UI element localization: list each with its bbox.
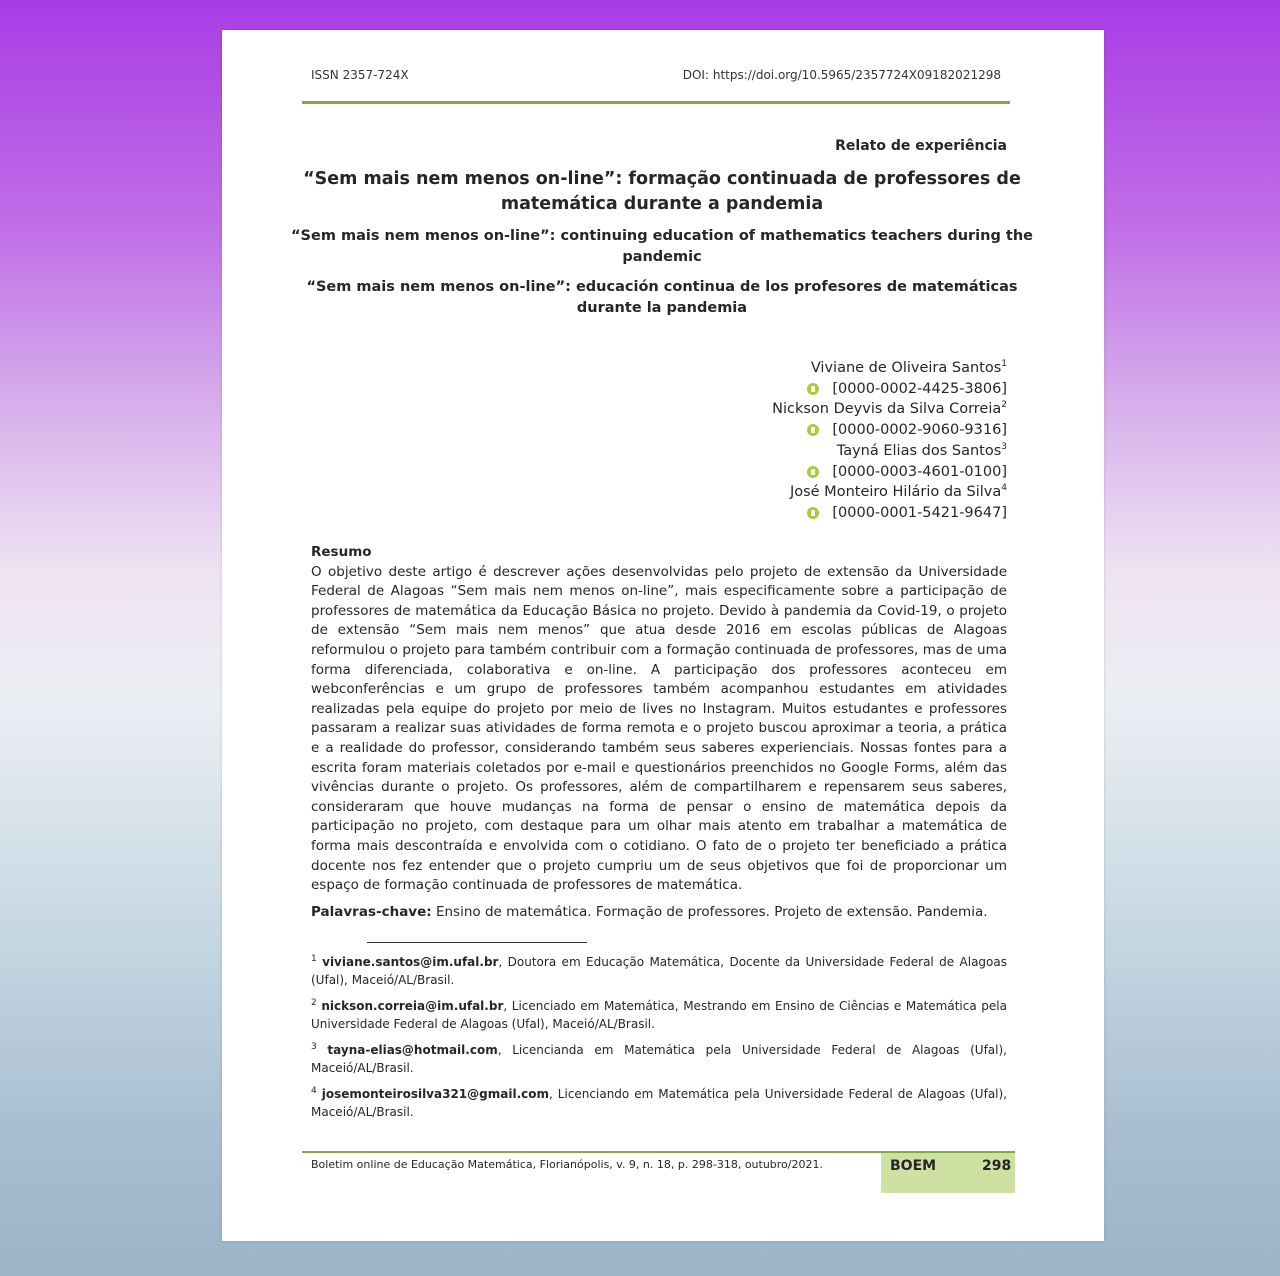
- footer-journal: BOEM: [890, 1158, 937, 1174]
- abstract: [311, 543, 1007, 896]
- author-name: Nickson Deyvis da Silva Correia$^2$: [772, 400, 1007, 418]
- author-list: [772, 358, 1007, 524]
- title-spanish: [282, 277, 1042, 319]
- footnote-separator: [367, 942, 587, 943]
- orcid-icon: [807, 424, 819, 436]
- author-orcid[interactable]: [0000-0002-9060-9316]: [772, 420, 1007, 441]
- issn: ISSN 2357-724X: [311, 68, 409, 82]
- author-orcid[interactable]: [0000-0003-4601-0100]: [772, 462, 1007, 483]
- author-orcid[interactable]: [0000-0002-4425-3806]: [772, 379, 1007, 400]
- title-es-line2: durante la pandemia: [576, 300, 748, 316]
- title-portuguese: [282, 167, 1042, 217]
- footnote: $^1$ viviane.santos@im.ufal.br, Doutora em Educação Matemática, Docente da Universidade Federal de Alagoas (Ufal), Maceió/AL/Brasil.: [311, 954, 1007, 987]
- page-number: 298: [982, 1158, 1012, 1174]
- keywords-label: Palavras-chave:: [311, 904, 432, 920]
- orcid-icon: [807, 466, 819, 478]
- footnote: $^2$ nickson.correia@im.ufal.br, Licenciado em Matemática, Mestrando em Ensino de Ciências e Matemática pela Universidade Federal de Alagoas (Ufal), Maceió/AL/Brasil.: [311, 998, 1007, 1031]
- footnote-email[interactable]: tayna-elias@hotmail.com: [327, 1043, 498, 1057]
- title-english: [282, 226, 1042, 268]
- orcid-icon: [807, 507, 819, 519]
- title-pt-line1: “Sem mais nem menos on-line”: formação continuada de professores de: [303, 169, 1021, 189]
- title-es-line1: “Sem mais nem menos on-line”: educación continua de los profesores de matemáticas: [306, 279, 1018, 295]
- footnote-email[interactable]: josemonteirosilva321@gmail.com: [321, 1087, 549, 1101]
- footnote-email[interactable]: viviane.santos@im.ufal.br: [322, 955, 499, 969]
- doi: DOI: https://doi.org/10.5965/2357724X09182021298: [682, 68, 1001, 82]
- title-en-line2: pandemic: [622, 249, 702, 265]
- author-name: Tayná Elias dos Santos$^3$: [836, 441, 1007, 459]
- section-label: Relato de experiência: [835, 138, 1007, 154]
- title-pt-line2: matemática durante a pandemia: [500, 194, 824, 214]
- keywords-text: Ensino de matemática. Formação de professores. Projeto de extensão. Pandemia.: [431, 904, 988, 920]
- footnote: $^4$ josemonteirosilva321@gmail.com, Licenciando em Matemática pela Universidade Federal de Alagoas (Ufal), Maceió/AL/Brasil.: [311, 1086, 1008, 1119]
- footer-citation: Boletim online de Educação Matemática, Florianópolis, v. 9, n. 18, p. 298-318, outubro/2021.: [311, 1158, 823, 1171]
- footnote-email[interactable]: nickson.correia@im.ufal.br: [321, 999, 504, 1013]
- header-rule: [302, 101, 1010, 104]
- abstract-heading: Resumo: [311, 544, 372, 560]
- orcid-icon: [807, 383, 819, 395]
- footnote: $^3$ tayna-elias@hotmail.com, Licencianda em Matemática pela Universidade Federal de Alagoas (Ufal), Maceió/AL/Brasil.: [311, 1042, 1007, 1075]
- document-page: [222, 30, 1104, 1241]
- title-en-line1: “Sem mais nem menos on-line”: continuing education of mathematics teachers during the: [291, 228, 1033, 244]
- abstract-text: O objetivo deste artigo é descrever ações desenvolvidas pelo projeto de extensão da Universidade Federal de Alagoas “Sem mais nem menos on-line”, mais especificamente sobre a participação de professores de matemática da Educação Básica no projeto. Devido à pandemia da Covid-19, o projeto de extensão “Sem mais nem menos” que atua desde 2016 em escolas públicas de Alagoas reformulou o projeto para também contribuir com a formação continuada de professores, mas de uma forma diferenciada, colaborativa e on-line. A participação dos professores aconteceu em webconferências e um grupo de professores também acompanhou estudantes em atividades realizadas pela equipe do projeto por meio de lives no Instagram. Muitos estudantes e professores passaram a realizar suas atividades de forma remota e o projeto buscou aproximar a teoria, a prática e a realidade do professor, considerando também seus saberes experienciais. Nossas fontes para a escrita foram materiais coletados por e-mail e questionários preenchidos no Google Forms, além das vivências durante o projeto. Os professores, além de compartilharem e repensarem seus saberes, consideraram que houve mudanças na forma de pensar o ensino de matemática depois da participação no projeto, com destaque para um olhar mais atento em trabalhar a matemática de forma mais descontraída e envolvida com o cotidiano. O fato de o projeto ter beneficiado a prática docente nos fez entender que o projeto cumpriu um de seus objetivos que foi de proporcionar um espaço de formação continuada de professores de matemática.: [311, 563, 1007, 894]
- author-name: José Monteiro Hilário da Silva$^4$: [789, 483, 1007, 501]
- keywords: [311, 904, 1007, 920]
- author-orcid[interactable]: [0000-0001-5421-9647]: [772, 503, 1007, 524]
- author-name: Viviane de Oliveira Santos$^1$: [810, 359, 1007, 376]
